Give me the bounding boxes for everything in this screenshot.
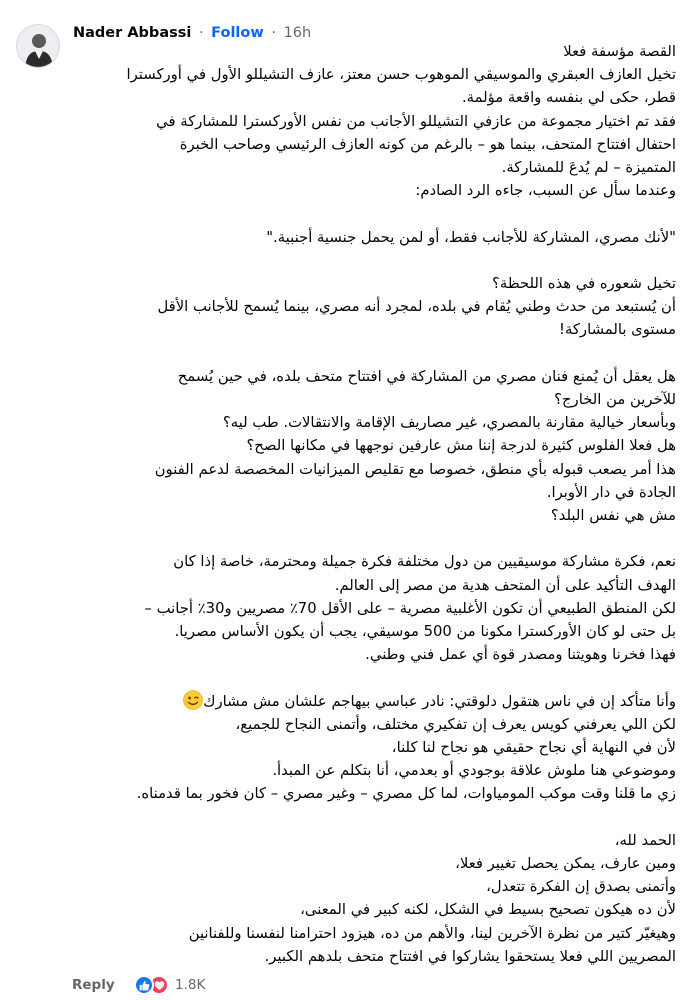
comment-line: احتفال افتتاح المتحف، بينما هو – بالرغم من كونه العازف الرئيسي وصاحب الخبرة <box>179 135 676 153</box>
timestamp[interactable]: 16h <box>283 25 312 41</box>
comment-line: لكن اللي يعرفني كويس يعرف إن تفكيري مختلف، وأتمنى النجاح للجميع، <box>235 715 676 733</box>
comment-line: زي ما قلنا وقت موكب المومياوات، لما كل مصري – وغير مصري – كان فخور بما قدمناه. <box>136 785 676 803</box>
profile-photo-icon <box>17 25 60 68</box>
comment-line: تخيل شعوره في هذه اللحظة؟ <box>492 275 676 292</box>
comment-line: هل فعلا الفلوس كثيرة لدرجة إننا مش عارفين نوجهها في مكانها الصح؟ <box>246 437 676 455</box>
comment-line: القصة مؤسفة فعلا <box>563 43 676 60</box>
comment-line: فقد تم اختيار مجموعة من عازفي التشيللو الأجانب من نفس الأوركسترا للمشاركة في <box>156 112 676 130</box>
like-icon <box>134 975 154 995</box>
reactions-summary[interactable] <box>134 974 205 996</box>
follow-button[interactable]: Follow <box>211 25 264 41</box>
comment-line: فهذا فخرنا وهويتنا ومصدر قوة أي عمل فني وطني. <box>365 646 676 664</box>
reply-button[interactable]: Reply <box>72 977 115 993</box>
comment-line: وعندما سأل عن السبب، جاءه الرد الصادم: <box>415 182 676 200</box>
comment-line: بل حتى لو كان الأوركسترا مكونا من 500 موسيقي، يجب أن يكون الأساس مصريا. <box>174 623 676 641</box>
comment-line-with-emoji <box>60 690 676 713</box>
author-name[interactable]: Nader Abbassi <box>73 25 192 41</box>
winking-face-icon <box>183 690 203 710</box>
comment-line-text: وأنا متأكد إن في ناس هتقول دلوقتي: نادر عباسي بيهاجم علشان مش مشارك <box>203 692 676 710</box>
reaction-count: 1.8K <box>175 977 206 993</box>
comment-line: وموضوعي هنا ملوش علاقة بوجودي أو بعدمي، أنا بتكلم عن المبدأ. <box>272 762 676 780</box>
comment-line: لأن في النهاية أي نجاح حقيقي هو نجاح لنا كلنا، <box>391 739 676 757</box>
blank-line <box>60 527 676 550</box>
comment-line: وأتمنى بصدق إن الفكرة تتعدل، <box>486 878 676 896</box>
comment-line: قطر، حكى لي بنفسه واقعة مؤلمة. <box>461 89 676 107</box>
avatar[interactable] <box>16 24 60 68</box>
comment-line: "لأنك مصري، المشاركة للأجانب فقط، أو لمن يحمل جنسية أجنبية." <box>266 228 676 246</box>
comment-line: للآخرين من الخارج؟ <box>554 391 676 408</box>
blank-line <box>60 249 676 272</box>
comment-line: وهيغيّر كتير من نظرة الآخرين لينا، والأهم من ده، هيزود احترامنا لنفسنا وللفنانين <box>188 924 676 942</box>
comment-line: لأن ده هيكون تصحيح بسيط في الشكل، لكنه كبير في المعنى، <box>300 901 676 919</box>
comment-line: وبأسعار خيالية مقارنة بالمصري، غير مصاريف الإقامة والانتقالات. طب ليه؟ <box>222 414 676 432</box>
comment-body <box>60 40 676 968</box>
comment-line: الحمد لله، <box>614 831 676 849</box>
comment-line: نعم، فكرة مشاركة موسيقيين من دول مختلفة فكرة جميلة ومحترمة، خاصة إذا كان <box>173 553 676 571</box>
comment-line: الجادة في دار الأوبرا. <box>546 483 676 501</box>
comment-line: هذا أمر يصعب قبوله بأي منطق، خصوصا مع تقليص الميزانيات المخصصة لدعم الفنون <box>154 460 676 478</box>
meta-separator: · <box>271 25 276 41</box>
comment-line: المتميزة – لم يُدعَ للمشاركة. <box>501 159 676 177</box>
blank-line <box>60 666 676 689</box>
blank-line <box>60 342 676 365</box>
comment-line: أن يُستبعد من حدث وطني يُقام في بلده، لمجرد أنه مصري، بينما يُسمح للأجانب الأقل <box>157 298 676 316</box>
comment-line: مستوى بالمشاركة! <box>559 321 676 339</box>
comment-line: هل يعقل أن يُمنع فنان مصري من المشاركة في افتتاح متحف بلده، في حين يُسمح <box>177 367 676 385</box>
comment-line: تخيل العازف العبقري والموسيقي الموهوب حسن معتز، عازف التشيللو الأول في أوركسترا <box>126 66 676 84</box>
comment-line: لكن المنطق الطبيعي أن تكون الأغلبية مصرية – على الأقل 70٪ مصريين و30٪ أجانب – <box>144 599 676 617</box>
comment-line: المصريين اللي فعلا يستحقوا يشاركوا في افتتاح متحف بلدهم الكبير. <box>264 947 676 965</box>
meta-separator: · <box>198 25 204 41</box>
blank-line <box>60 806 676 829</box>
comment-line: ومين عارف، يمكن يحصل تغيير فعلا، <box>455 855 676 873</box>
blank-line <box>60 202 676 225</box>
comment-line: الهدف التأكيد على أن المتحف هدية من مصر إلى العالم. <box>334 576 676 594</box>
comment-line: مش هي نفس البلد؟ <box>550 507 676 525</box>
